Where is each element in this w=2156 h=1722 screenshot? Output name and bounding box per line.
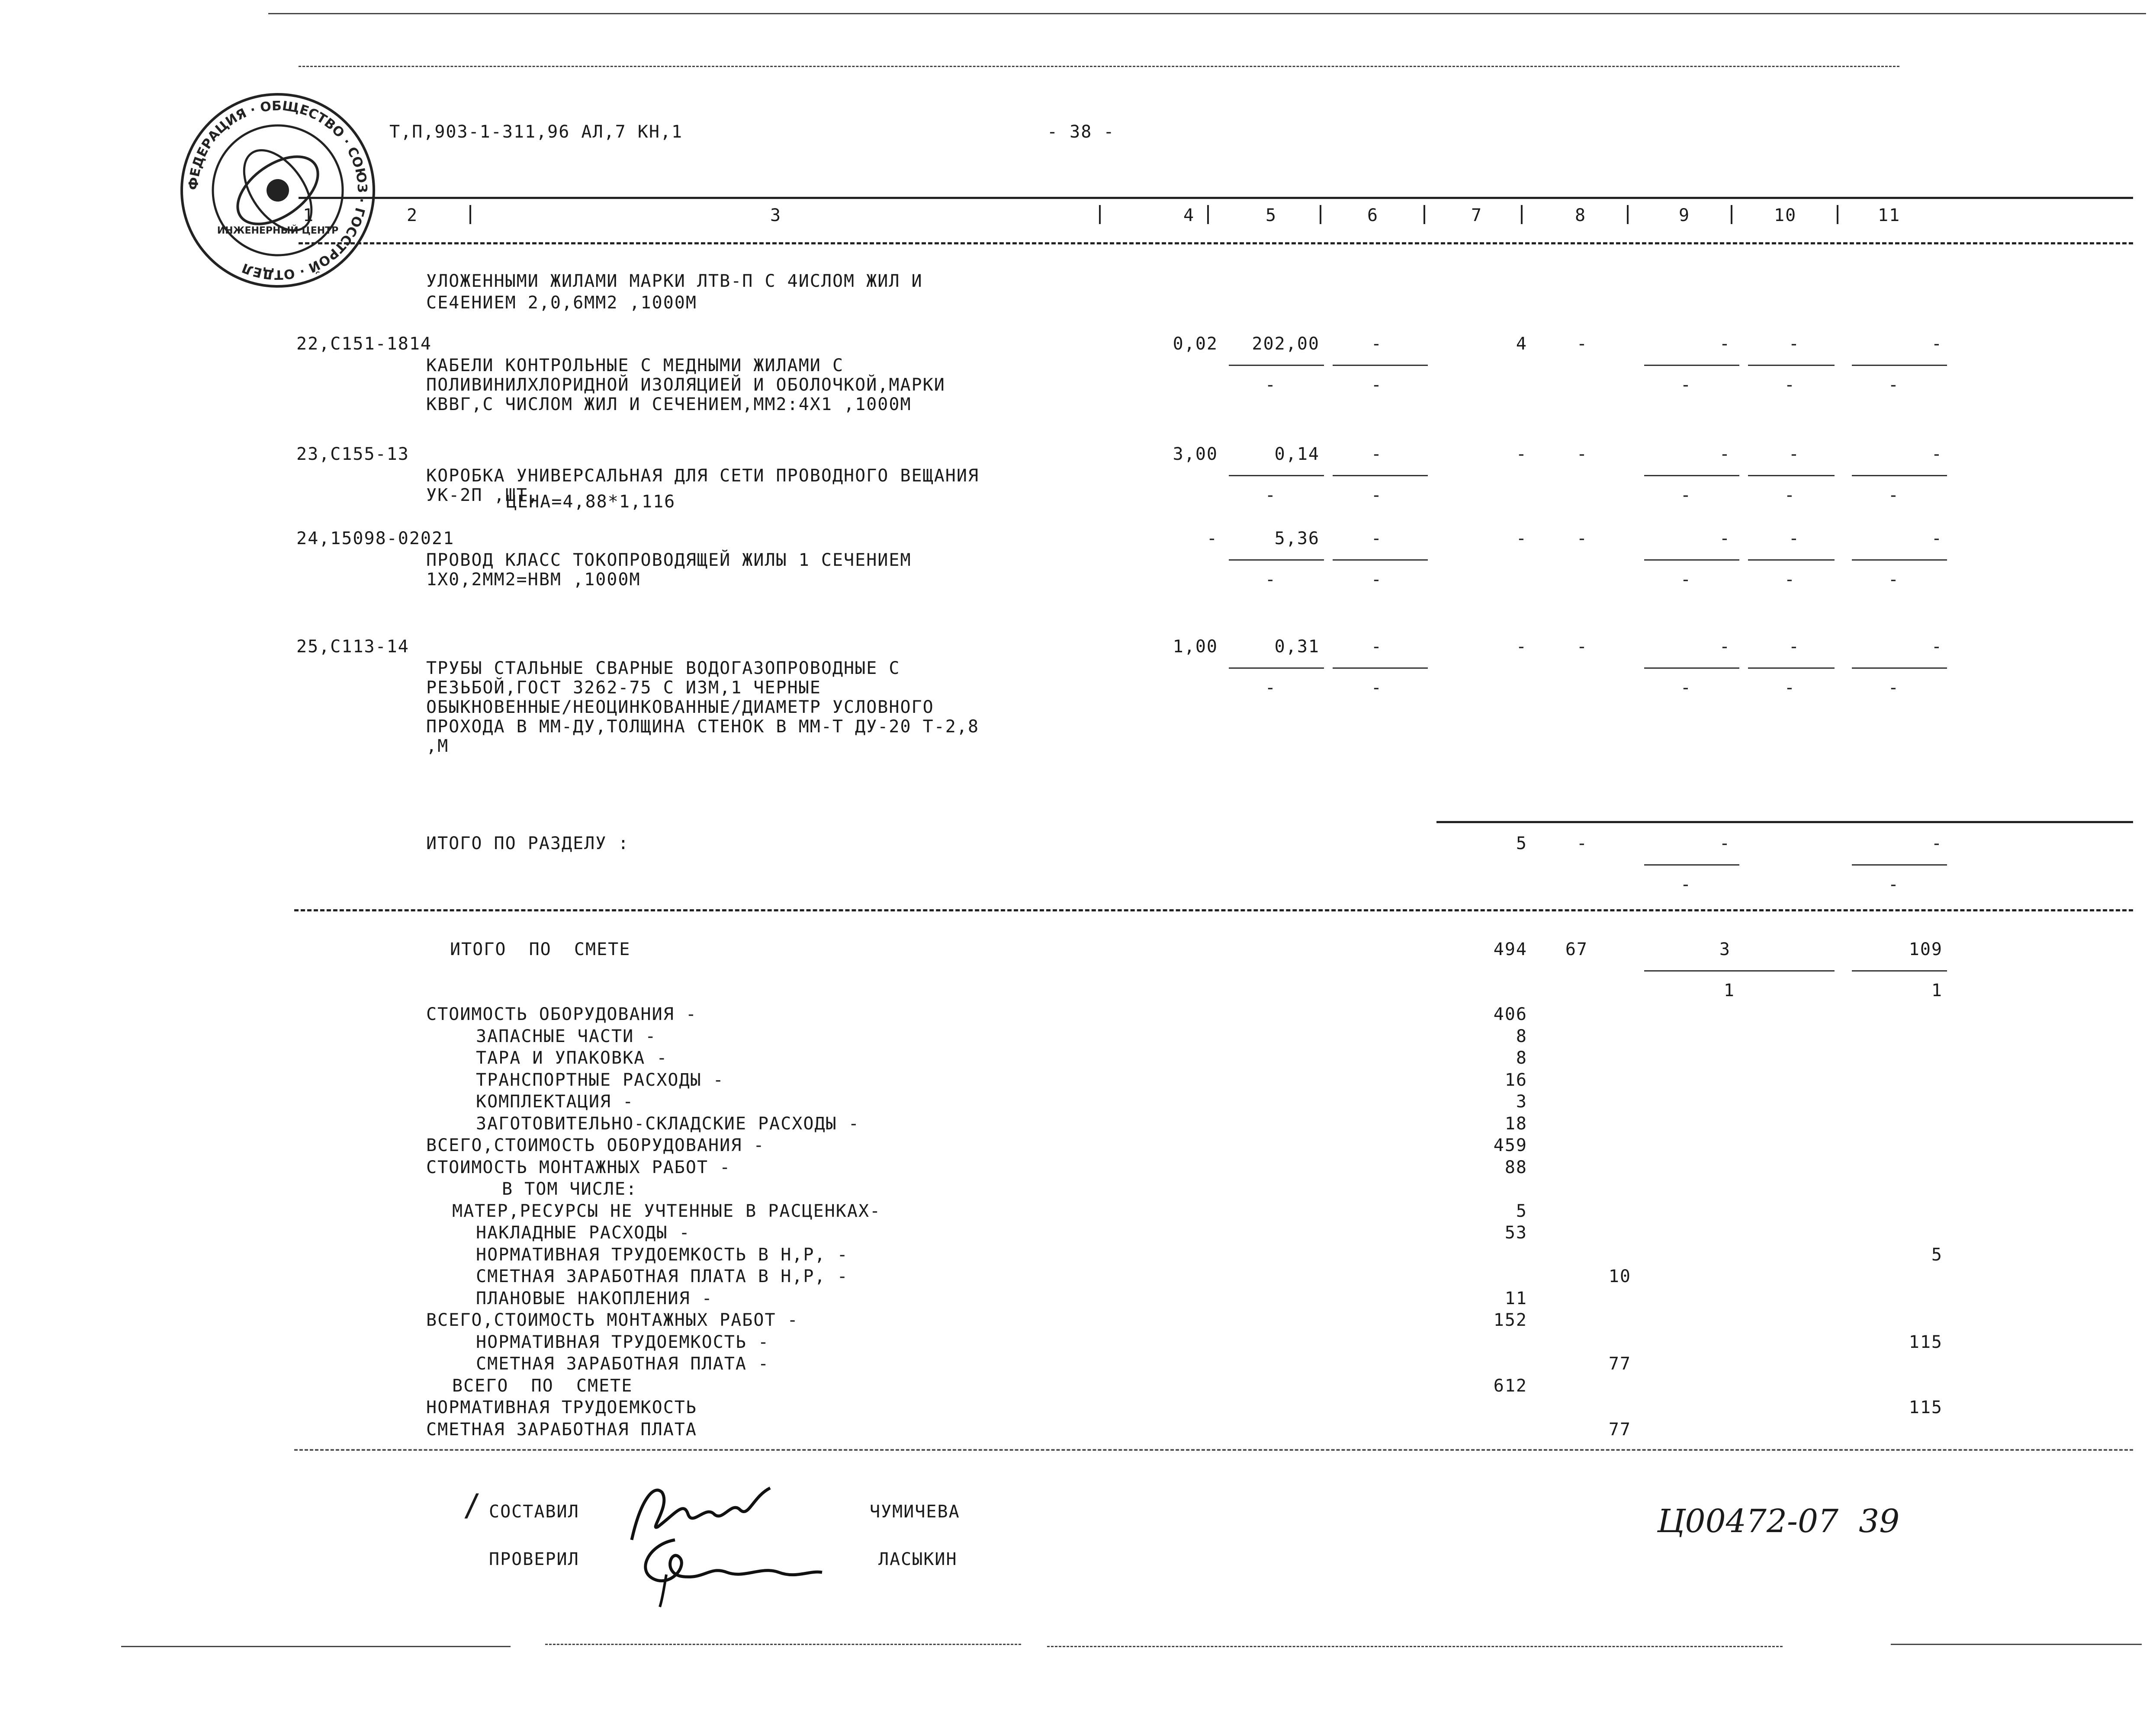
summary-value-c7: 406: [1493, 1004, 1527, 1024]
item-description-line: ПОЛИВИНИЛХЛОРИДНОЙ ИЗОЛЯЦИЕЙ И ОБОЛОЧКОЙ,МАРКИ: [426, 375, 945, 395]
item-code: 22,С151-1814: [296, 334, 432, 354]
column-number-2: 2: [407, 205, 418, 225]
column-divider: [1731, 205, 1732, 224]
cell-c8: 67: [1565, 940, 1588, 959]
cell-c7: -: [1516, 444, 1527, 464]
scan-edge-line: [121, 1646, 511, 1647]
cell-c11: -: [1931, 334, 1943, 354]
checked-label: ПРОВЕРИЛ: [489, 1549, 579, 1569]
subcell-s9: 1: [1723, 981, 1735, 1000]
summary-value-c7: 459: [1493, 1135, 1527, 1155]
cell-c8: -: [1576, 834, 1588, 853]
cell-c11: -: [1931, 637, 1943, 657]
cell-c9: -: [1719, 637, 1731, 657]
summary-label: СМЕТНАЯ ЗАРАБОТНАЯ ПЛАТА: [426, 1419, 697, 1440]
subcell-s9: -: [1680, 485, 1692, 505]
column-divider: [1837, 205, 1838, 224]
summary-value-c7: 18: [1504, 1113, 1527, 1134]
column-subrule: [1229, 475, 1324, 476]
section-total-label: ИТОГО ПО РАЗДЕЛУ :: [426, 834, 630, 853]
subcell-s9: -: [1680, 375, 1692, 395]
cell-c4: 3,00: [1173, 444, 1218, 464]
svg-text:ФЕДЕРАЦИЯ · ОБЩЕСТВО · СОЮЗ ·: ФЕДЕРАЦИЯ · ОБЩЕСТВО · СОЮЗ · ГОССТРОЙ · ОТДЕЛ: [186, 98, 370, 282]
summary-value-c7: 152: [1493, 1310, 1527, 1330]
scan-edge-line: [1891, 1644, 2142, 1645]
summary-value-c7: 88: [1504, 1157, 1527, 1177]
column-subrule: [1644, 365, 1739, 366]
cell-c9: -: [1719, 334, 1731, 354]
cell-c6: -: [1371, 444, 1382, 464]
cell-c8: -: [1576, 444, 1588, 464]
signature-checked: [623, 1531, 831, 1612]
summary-value-c7: 5: [1516, 1201, 1527, 1221]
column-number-11: 11: [1878, 205, 1901, 225]
column-subrule: [1333, 559, 1428, 561]
cell-c4: 1,00: [1173, 637, 1218, 657]
cell-c9: -: [1719, 834, 1731, 853]
summary-label: СТОИМОСТЬ МОНТАЖНЫХ РАБОТ -: [426, 1157, 731, 1177]
summary-label: ЗАГОТОВИТЕЛЬНО-СКЛАДСКИЕ РАСХОДЫ -: [476, 1113, 860, 1134]
column-subrule: [1333, 365, 1428, 366]
estimate-total-label: ИТОГО ПО СМЕТЕ: [450, 940, 631, 959]
slash-mark: /: [463, 1488, 482, 1523]
column-subrule: [1852, 667, 1947, 669]
page-number: - 38 -: [1047, 122, 1115, 142]
column-subrule: [1644, 559, 1739, 561]
column-number-1: 1: [303, 205, 315, 225]
column-subrule: [1748, 559, 1835, 561]
summary-value-c11: 5: [1931, 1244, 1943, 1265]
subcell-s6: -: [1371, 485, 1382, 505]
subcell-s11: -: [1888, 375, 1899, 395]
summary-value-c7: 3: [1516, 1092, 1527, 1112]
column-subrule: [1852, 970, 1947, 972]
composed-name: ЧУМИЧЕВА: [870, 1502, 960, 1522]
document-id: Т,П,903-1-311,96 АЛ,7 КН,1: [389, 122, 683, 142]
subcell-s11: -: [1888, 570, 1899, 590]
subcell-s10: -: [1784, 570, 1796, 590]
item-description-line: ,М: [426, 736, 449, 756]
column-subrule: [1748, 365, 1835, 366]
subcell-s5: -: [1265, 485, 1276, 505]
column-subrule: [1229, 365, 1324, 366]
cell-c10: -: [1788, 444, 1800, 464]
item-description-line: УК-2П ,ШТ,: [426, 485, 539, 505]
summary-label: В ТОМ ЧИСЛЕ:: [502, 1179, 637, 1199]
summary-bottom-rule: [294, 1449, 2133, 1451]
subcell-s5: -: [1265, 375, 1276, 395]
column-subrule: [1644, 970, 1835, 972]
column-subrule: [1333, 475, 1428, 476]
subcell-s11: -: [1888, 678, 1899, 698]
subcell-s10: -: [1784, 678, 1796, 698]
description-line: СЕ4ЕНИЕМ 2,0,6ММ2 ,1000М: [426, 293, 697, 313]
summary-label: ВСЕГО,СТОИМОСТЬ МОНТАЖНЫХ РАБОТ -: [426, 1310, 799, 1330]
subcell-s9: -: [1680, 678, 1692, 698]
item-description-line: 1Х0,2ММ2=НВМ ,1000М: [426, 570, 641, 590]
column-number-7: 7: [1471, 205, 1483, 225]
cell-c11: -: [1931, 529, 1943, 548]
column-number-5: 5: [1266, 205, 1277, 225]
subcell-s6: -: [1371, 375, 1382, 395]
summary-value-c11: 115: [1909, 1332, 1943, 1352]
summary-value-c7: 53: [1504, 1223, 1527, 1243]
cell-c9: -: [1719, 529, 1731, 548]
column-subrule: [1852, 559, 1947, 561]
column-subrule: [1644, 667, 1739, 669]
column-number-8: 8: [1575, 205, 1587, 225]
item-description-line: ТРУБЫ СТАЛЬНЫЕ СВАРНЫЕ ВОДОГАЗОПРОВОДНЫЕ С: [426, 658, 900, 678]
column-divider: [1207, 205, 1209, 224]
cell-c7: 494: [1493, 940, 1527, 959]
item-description-line: КОРОБКА УНИВЕРСАЛЬНАЯ ДЛЯ СЕТИ ПРОВОДНОГО ВЕЩАНИЯ: [426, 466, 980, 486]
item-description-line: КАБЕЛИ КОНТРОЛЬНЫЕ С МЕДНЫМИ ЖИЛАМИ С: [426, 356, 844, 375]
composed-label: СОСТАВИЛ: [489, 1502, 579, 1522]
cell-c5: 0,31: [1274, 637, 1320, 657]
summary-value-c7: 16: [1504, 1070, 1527, 1090]
summary-value-c7: 612: [1493, 1376, 1527, 1396]
cell-c5: 5,36: [1274, 529, 1320, 548]
column-subrule: [1229, 559, 1324, 561]
scan-edge-line: [268, 13, 2146, 14]
summary-value-c7: 8: [1516, 1026, 1527, 1046]
cell-c8: -: [1576, 529, 1588, 548]
cell-c7: -: [1516, 637, 1527, 657]
item-code: 23,С155-13: [296, 444, 409, 464]
subcell-s10: -: [1784, 485, 1796, 505]
column-subrule: [1852, 864, 1947, 866]
subcell-s5: -: [1265, 678, 1276, 698]
cell-c10: -: [1788, 529, 1800, 548]
round-stamp: [178, 91, 377, 290]
item-code: 24,15098-02021: [296, 529, 455, 548]
summary-label: СМЕТНАЯ ЗАРАБОТНАЯ ПЛАТА -: [476, 1354, 770, 1374]
section-total-rule: [1436, 821, 2133, 823]
column-divider: [1099, 205, 1101, 224]
summary-value-c8: 10: [1608, 1267, 1631, 1286]
summary-label: НОРМАТИВНАЯ ТРУДОЕМКОСТЬ В Н,Р, -: [476, 1244, 848, 1265]
item-description-line: РЕЗЬБОЙ,ГОСТ 3262-75 С ИЗМ,1 ЧЕРНЫЕ: [426, 678, 821, 698]
cell-c7: 5: [1516, 834, 1527, 853]
description-line: УЛОЖЕННЫМИ ЖИЛАМИ МАРКИ ЛТВ-П С 4ИСЛОМ ЖИЛ И: [426, 271, 923, 291]
scan-edge-line: [1047, 1646, 1783, 1647]
handwritten-code: Ц00472-07 39: [1657, 1503, 1900, 1540]
checked-name: ЛАСЫКИН: [878, 1549, 958, 1569]
item-description-line: КВВГ,С ЧИСЛОМ ЖИЛ И СЕЧЕНИЕМ,ММ2:4Х1 ,1000М: [426, 394, 912, 414]
header-bottom-rule: [299, 242, 2133, 244]
subcell-s5: -: [1265, 570, 1276, 590]
summary-label: НАКЛАДНЫЕ РАСХОДЫ -: [476, 1223, 691, 1243]
cell-c6: -: [1371, 334, 1382, 354]
column-subrule: [1748, 667, 1835, 669]
summary-label: ВСЕГО,СТОИМОСТЬ ОБОРУДОВАНИЯ -: [426, 1135, 765, 1155]
column-subrule: [1852, 365, 1947, 366]
summary-label: ВСЕГО ПО СМЕТЕ: [452, 1376, 633, 1396]
scan-edge-line: [299, 66, 1899, 67]
cell-c11: -: [1931, 834, 1943, 853]
column-subrule: [1852, 475, 1947, 476]
column-subrule: [1644, 475, 1739, 476]
summary-label: НОРМАТИВНАЯ ТРУДОЕМКОСТЬ: [426, 1398, 697, 1417]
column-number-6: 6: [1367, 205, 1379, 225]
column-divider: [1521, 205, 1523, 224]
column-subrule: [1333, 667, 1428, 669]
subcell-s9: -: [1680, 875, 1692, 895]
column-number-9: 9: [1679, 205, 1690, 225]
estimate-total-rule: [294, 909, 2133, 911]
cell-c9: -: [1719, 444, 1731, 464]
header-top-rule: [299, 197, 2133, 199]
cell-c9: 3: [1719, 940, 1731, 959]
summary-label: СМЕТНАЯ ЗАРАБОТНАЯ ПЛАТА В Н,Р, -: [476, 1267, 848, 1286]
cell-c5: 202,00: [1252, 334, 1320, 354]
subcell-s6: -: [1371, 678, 1382, 698]
column-subrule: [1644, 864, 1739, 866]
item-description-line: ОБЫКНОВЕННЫЕ/НЕОЦИНКОВАННЫЕ/ДИАМЕТР УСЛОВНОГО: [426, 697, 934, 717]
subcell-s11: 1: [1931, 981, 1943, 1000]
item-price-formula: ЦЕНА=4,88*1,116: [506, 492, 676, 512]
cell-c7: -: [1516, 529, 1527, 548]
cell-c8: -: [1576, 334, 1588, 354]
cell-c5: 0,14: [1274, 444, 1320, 464]
summary-label: МАТЕР,РЕСУРСЫ НЕ УЧТЕННЫЕ В РАСЦЕНКАХ-: [452, 1201, 881, 1221]
column-subrule: [1229, 667, 1324, 669]
cell-c11: -: [1931, 444, 1943, 464]
cell-c4: -: [1206, 529, 1218, 548]
subcell-s11: -: [1888, 485, 1899, 505]
column-divider: [469, 205, 471, 224]
summary-value-c7: 11: [1504, 1288, 1527, 1308]
summary-label: СТОИМОСТЬ ОБОРУДОВАНИЯ -: [426, 1004, 697, 1024]
summary-label: НОРМАТИВНАЯ ТРУДОЕМКОСТЬ -: [476, 1332, 770, 1352]
summary-value-c11: 115: [1909, 1398, 1943, 1417]
item-description-line: ПРОХОДА В ММ-ДУ,ТОЛЩИНА СТЕНОК В ММ-Т ДУ-20 Т-2,8: [426, 717, 980, 737]
column-divider: [1423, 205, 1425, 224]
subcell-s6: -: [1371, 570, 1382, 590]
column-number-3: 3: [770, 205, 782, 225]
column-divider: [1627, 205, 1629, 224]
subcell-s10: -: [1784, 375, 1796, 395]
summary-label: ПЛАНОВЫЕ НАКОПЛЕНИЯ -: [476, 1288, 713, 1308]
cell-c8: -: [1576, 637, 1588, 657]
summary-value-c8: 77: [1608, 1419, 1631, 1440]
cell-c7: 4: [1516, 334, 1527, 354]
item-code: 25,С113-14: [296, 637, 409, 657]
summary-label: ТРАНСПОРТНЫЕ РАСХОДЫ -: [476, 1070, 724, 1090]
cell-c6: -: [1371, 529, 1382, 548]
summary-value-c7: 8: [1516, 1048, 1527, 1068]
scan-edge-line: [545, 1644, 1021, 1645]
cell-c10: -: [1788, 637, 1800, 657]
cell-c6: -: [1371, 637, 1382, 657]
summary-label: КОМПЛЕКТАЦИЯ -: [476, 1092, 634, 1112]
summary-value-c8: 77: [1608, 1354, 1631, 1374]
column-number-10: 10: [1774, 205, 1797, 225]
subcell-s11: -: [1888, 875, 1899, 895]
cell-c4: 0,02: [1173, 334, 1218, 354]
summary-label: ЗАПАСНЫЕ ЧАСТИ -: [476, 1026, 657, 1046]
cell-c11: 109: [1909, 940, 1943, 959]
column-divider: [1320, 205, 1321, 224]
column-subrule: [1748, 475, 1835, 476]
subcell-s9: -: [1680, 570, 1692, 590]
item-description-line: ПРОВОД КЛАСС ТОКОПРОВОДЯЩЕЙ ЖИЛЫ 1 СЕЧЕНИЕМ: [426, 550, 912, 570]
svg-text:ИНЖЕНЕРНЫЙ ЦЕНТР: ИНЖЕНЕРНЫЙ ЦЕНТР: [217, 225, 339, 236]
column-number-4: 4: [1183, 205, 1195, 225]
cell-c10: -: [1788, 334, 1800, 354]
summary-label: ТАРА И УПАКОВКА -: [476, 1048, 668, 1068]
